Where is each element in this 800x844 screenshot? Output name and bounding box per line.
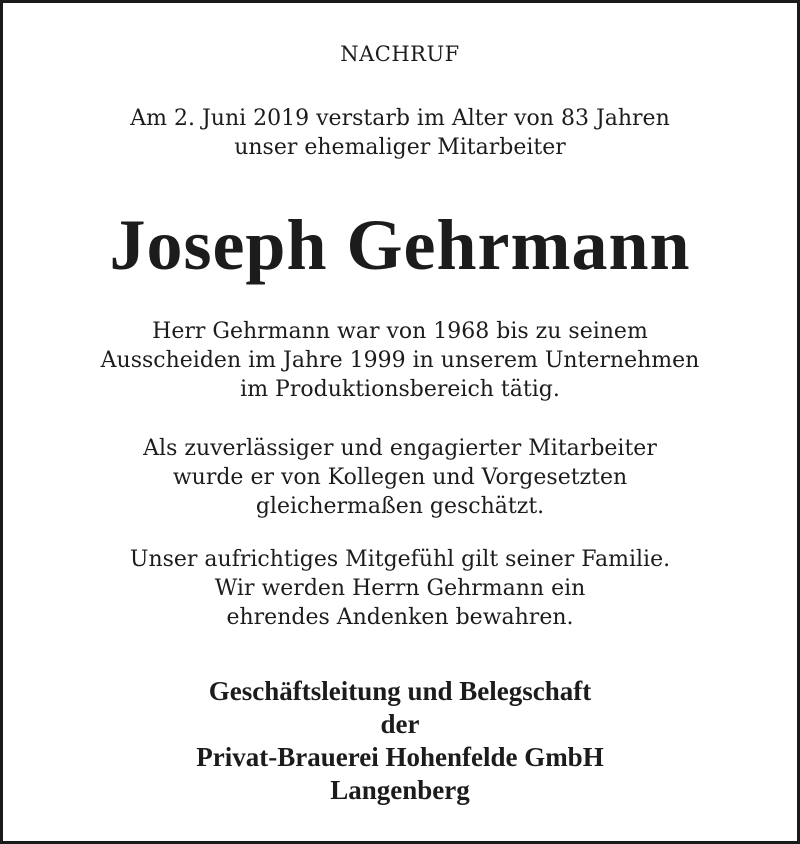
signature-block bbox=[6, 675, 794, 807]
employment-paragraph bbox=[6, 317, 794, 404]
signature-line: Privat-Brauerei Hohenfelde GmbH bbox=[196, 742, 604, 772]
paragraph-line: Als zuverlässiger und engagierter Mitarbeiter bbox=[143, 436, 657, 461]
signature-line: Langenberg bbox=[330, 775, 470, 805]
paragraph-line: im Produktionsbereich tätig. bbox=[240, 377, 560, 402]
condolence-paragraph bbox=[6, 545, 794, 632]
signature-line: der bbox=[380, 709, 420, 739]
intro-line: unser ehemaliger Mitarbeiter bbox=[234, 135, 566, 160]
paragraph-line: Ausscheiden im Jahre 1999 in unserem Unternehmen bbox=[100, 348, 700, 373]
paragraph-line: Herr Gehrmann war von 1968 bis zu seinem bbox=[152, 319, 648, 344]
intro-line: Am 2. Juni 2019 verstarb im Alter von 83 Jahren bbox=[130, 106, 670, 131]
paragraph-line: gleichermaßen geschätzt. bbox=[255, 494, 545, 519]
notice-heading: NACHRUF bbox=[340, 42, 460, 66]
paragraph-line: Wir werden Herrn Gehrmann ein bbox=[214, 576, 586, 601]
paragraph-line: Unser aufrichtiges Mitgefühl gilt seiner Familie. bbox=[129, 547, 671, 572]
signature-line: Geschäftsleitung und Belegschaft bbox=[208, 676, 592, 706]
intro-text bbox=[6, 104, 794, 162]
appreciation-paragraph bbox=[6, 434, 794, 521]
paragraph-line: ehrendes Andenken bewahren. bbox=[226, 605, 574, 630]
paragraph-line: wurde er von Kollegen und Vorgesetzten bbox=[172, 465, 628, 490]
deceased-name: Joseph Gehrmann bbox=[109, 205, 691, 285]
